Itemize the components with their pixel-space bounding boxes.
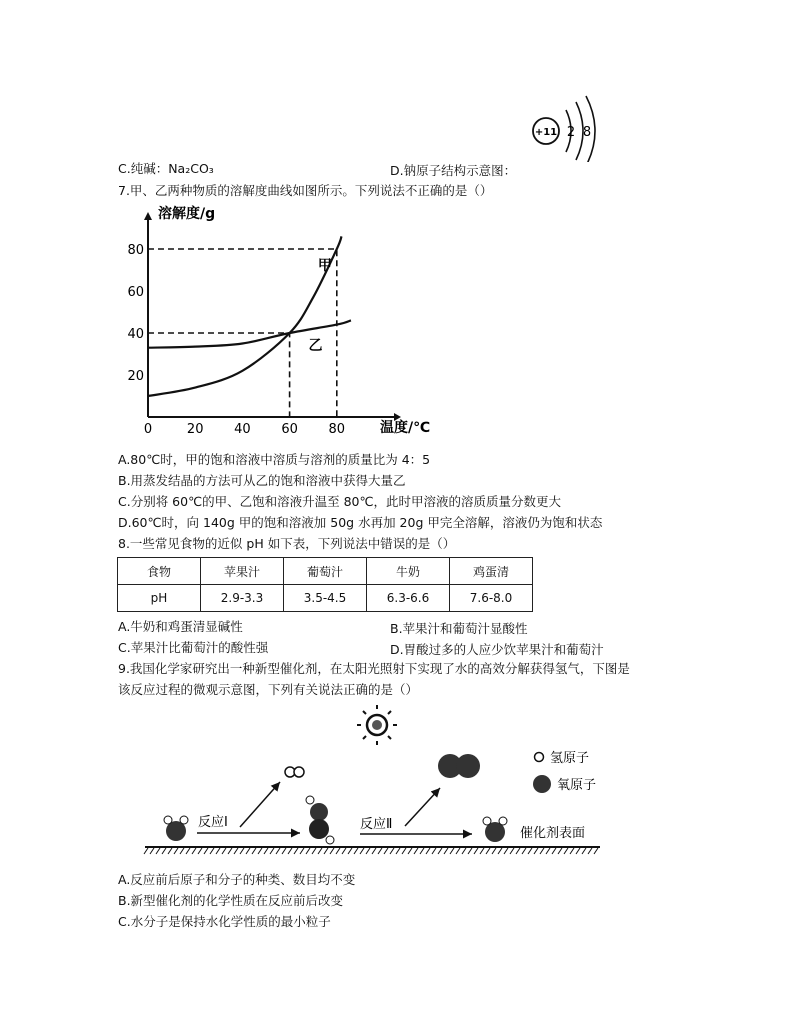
q9-option-a: A.反应前后原子和分子的种类、数目均不变 (118, 872, 356, 887)
table-cell: 2.9-3.3 (201, 585, 284, 612)
series-line-jia (148, 236, 342, 396)
o2-molecule (438, 754, 480, 778)
table-cell: 3.5-4.5 (284, 585, 367, 612)
catalyst-particle-left (164, 816, 188, 841)
catalyst-particle-right (483, 817, 507, 842)
shell-1-electrons: 2 (566, 125, 576, 140)
catalyst-surface-label: 催化剂表面 (520, 826, 586, 841)
table-cell: pH (118, 585, 201, 612)
q9-option-b: B.新型催化剂的化学性质在反应前后改变 (118, 893, 344, 908)
h2-release-arrow (240, 782, 280, 827)
ph-table (117, 557, 533, 612)
table-cell: 苹果汁 (201, 558, 284, 585)
table-cell: 鸡蛋清 (450, 558, 533, 585)
reaction-1-label: 反应Ⅰ (198, 815, 228, 830)
y-tick-label: 40 (127, 327, 144, 342)
q8-option-c: C.苹果汁比葡萄汁的酸性强 (118, 640, 269, 655)
table-cell: 牛奶 (367, 558, 450, 585)
q7-option-a: A.80℃时，甲的饱和溶液中溶质与溶剂的质量比为 4：5 (118, 452, 431, 467)
shell-2-electrons: 8 (582, 125, 592, 140)
reaction-diagram (140, 700, 610, 865)
table-cell: 食物 (118, 558, 201, 585)
y-tick-label: 60 (127, 285, 144, 300)
x-tick-label: 0 (143, 422, 153, 437)
oxygen-atom-icon (533, 775, 551, 793)
y-axis-arrow (144, 212, 152, 220)
table-cell: 葡萄汁 (284, 558, 367, 585)
q9-stem-line-2: 该反应过程的微观示意图，下列有关说法正确的是（） (118, 682, 419, 697)
x-tick-label: 60 (281, 422, 298, 437)
h2-molecule-1 (285, 767, 304, 777)
q6-option-c: C.纯碱：Na₂CO₃ (118, 161, 214, 176)
table-row (118, 558, 533, 585)
q7-stem: 7.甲、乙两种物质的溶解度曲线如图所示。下列说法不正确的是（） (118, 183, 493, 198)
nucleus-charge: +11 (534, 127, 558, 138)
x-axis-label: 温度/℃ (380, 420, 431, 436)
q9-stem-line-1: 9.我国化学家研究出一种新型催化剂，在太阳光照射下实现了水的高效分解获得氢气，下图是 (118, 661, 630, 676)
q7-option-c: C.分别将 60℃的甲、乙饱和溶液升温至 80℃，此时甲溶液的溶质质量分数更大 (118, 494, 562, 509)
legend-oxygen: 氧原子 (557, 778, 597, 793)
solubility-chart (118, 200, 438, 445)
hydrogen-atom-icon (535, 753, 544, 762)
q9-option-c: C.水分子是保持水化学性质的最小粒子 (118, 914, 331, 929)
reaction-2-label: 反应Ⅱ (360, 817, 393, 832)
table-cell: 7.6-8.0 (450, 585, 533, 612)
legend-hydrogen: 氢原子 (550, 751, 590, 766)
q8-option-d: D.胃酸过多的人应少饮苹果汁和葡萄汁 (390, 642, 604, 657)
intermediate-particle (306, 796, 334, 844)
sun-icon (357, 705, 397, 745)
series-label-yi: 乙 (308, 337, 323, 354)
x-tick-label: 20 (186, 422, 204, 437)
y-axis-label: 溶解度/g (158, 206, 216, 222)
y-tick-label: 20 (127, 369, 144, 384)
q8-option-b: B.苹果汁和葡萄汁显酸性 (390, 621, 528, 636)
surface-hatching (144, 848, 598, 854)
q7-option-b: B.用蒸发结晶的方法可从乙的饱和溶液中获得大量乙 (118, 473, 406, 488)
y-tick-label: 80 (127, 243, 144, 258)
table-row (118, 585, 533, 612)
series-label-jia: 甲 (317, 258, 332, 274)
q8-stem: 8.一些常见食物的近似 pH 如下表，下列说法中错误的是（） (118, 536, 456, 551)
table-cell: 6.3-6.6 (367, 585, 450, 612)
q7-option-d: D.60℃时，向 140g 甲的饱和溶液加 50g 水再加 20g 甲完全溶解，溶液仍为饱和状态 (118, 515, 603, 530)
q8-option-a: A.牛奶和鸡蛋清显碱性 (118, 619, 243, 634)
x-tick-label: 40 (234, 422, 251, 437)
sodium-atom-diagram (520, 92, 610, 162)
o2-release-arrow (405, 788, 440, 826)
x-tick-label: 80 (328, 422, 346, 437)
q6-option-d: D.钠原子结构示意图： (390, 163, 517, 178)
